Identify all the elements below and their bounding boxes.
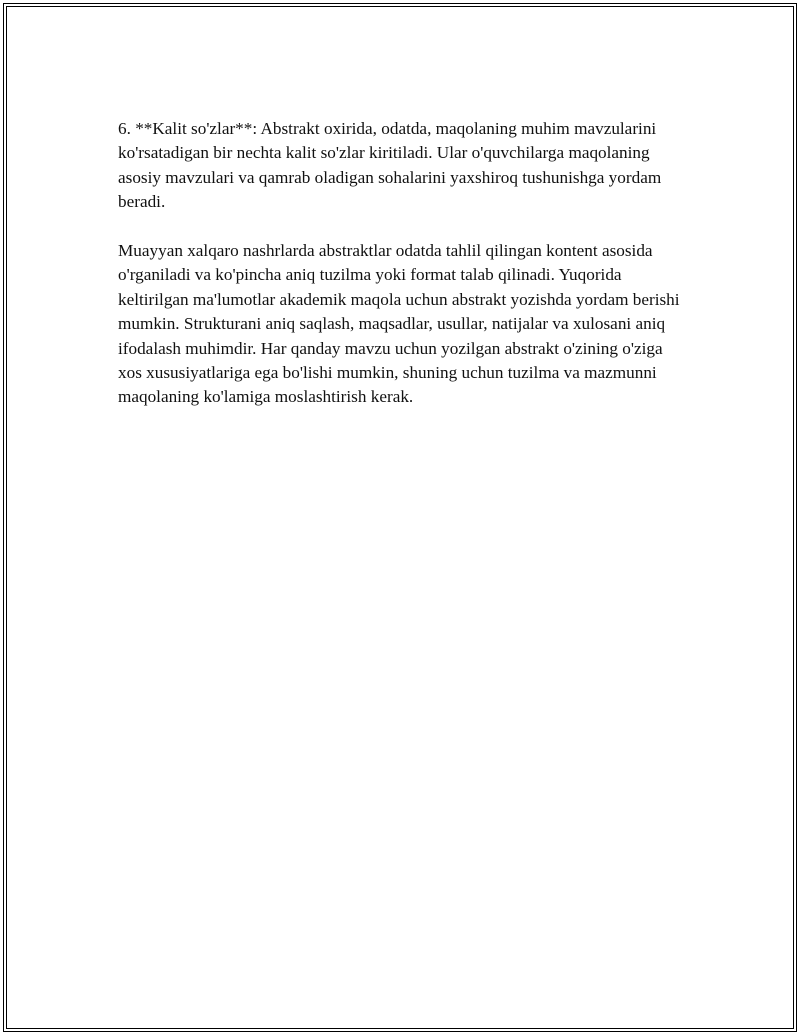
paragraph-keywords: 6. **Kalit so'zlar**: Abstrakt oxirida, odatda, maqolaning muhim mavzularini ko'rsatadigan bir nechta kalit so'zlar kiritiladi. Ular o'quvchilarga maqolaning asosiy mavzulari va qamrab oladigan sohalarini yaxshiroq tushunishga yordam beradi.	[118, 119, 662, 212]
paragraph-conclusion: Muayyan xalqaro nashrlarda abstraktlar odatda tahlil qilingan kontent asosida o'rganiladi va ko'pincha aniq tuzilma yoki format talab qilinadi. Yuqorida keltirilgan ma'lumotlar akademik maqola uchun abstrakt yozishda yordam berishi mumkin. Strukturani aniq saqlash, maqsadlar, usullar, natijalar va xulosani aniq ifodalash muhimdir. Har qanday mavzu uchun yozilgan abstrakt o'zining o'ziga xos xususiyatlariga ega bo'lishi mumkin, shuning uchun tuzilma va mazmunni maqolaning ko'lamiga moslashtirish kerak.	[118, 241, 680, 407]
document-body	[118, 117, 688, 434]
